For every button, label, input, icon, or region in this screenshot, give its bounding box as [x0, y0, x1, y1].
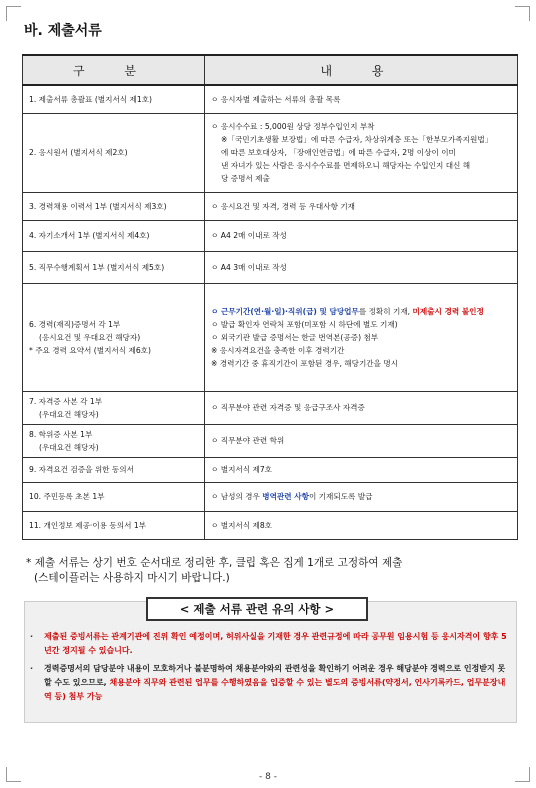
content-line: ※「국민기초생활 보장법」에 따른 수급자, 차상위계층 또는「한부모가족지원법」: [221, 135, 493, 144]
content-line: 당 증명서 제출: [221, 174, 270, 183]
footnote-line: * 제출 서류는 상기 번호 순서대로 정리한 후, 클립 혹은 집게 1개로 고정하여 제출: [26, 557, 403, 569]
page-number: - 8 -: [259, 772, 277, 782]
highlight-red: 미제출시 경력 불인정: [412, 306, 484, 316]
label-line: (응시요건 및 우대요건 해당자): [39, 332, 141, 342]
highlight-blue: ㅇ 근무기간(연·월·일)·직위(급) 및 담당업무: [211, 306, 359, 316]
row-label: 11. 개인정보 제공·이용 동의서 1부: [23, 511, 205, 539]
highlight-blue: 병역관련 사항: [262, 492, 309, 501]
content-line: ※ 응시자격요건을 충족한 이후 경력기간: [211, 345, 345, 355]
row-content: [205, 482, 518, 511]
content-text: ㅇ 남성의 경우: [211, 492, 263, 501]
content-line: ㅇ 응시수수료 : 5,000원 상당 정부수입인지 부착: [211, 122, 375, 131]
notice-list: [30, 630, 508, 708]
corner-mark-top-right: [515, 6, 530, 21]
table-row: [23, 457, 518, 482]
row-label: [23, 283, 205, 391]
header-content: 내 용: [205, 55, 518, 85]
row-content: ㅇ 직무분야 관련 학위: [205, 424, 518, 457]
label-line: * 주요 경력 요약서 (별지서식 제6호): [29, 345, 151, 355]
notice-item: [30, 630, 508, 658]
table-row: [23, 220, 518, 251]
row-label: 5. 직무수행계획서 1부 (별지서식 제5호): [23, 251, 205, 283]
row-content: [205, 283, 518, 391]
header-category: 구 분: [23, 55, 205, 85]
content-text: 이 기재되도록 발급: [308, 492, 373, 501]
bullet-icon: ·: [30, 632, 34, 641]
row-label: 2. 응시원서 (별지서식 제2호): [23, 113, 205, 192]
row-label: 4. 자기소개서 1부 (별지서식 제4호): [23, 220, 205, 251]
row-label: 1. 제출서류 총괄표 (별지서식 제1호): [23, 85, 205, 113]
table-row: [23, 424, 518, 457]
table-row: [23, 192, 518, 220]
table-row: [23, 251, 518, 283]
label-line: 7. 자격증 사본 각 1부: [29, 396, 103, 406]
row-content: ㅇ 응시요건 및 자격, 경력 등 우대사항 기재: [205, 192, 518, 220]
content-line: ㅇ 외국기관 발급 증명서는 한글 번역본(공증) 첨부: [211, 332, 379, 342]
row-content: ㅇ 직무분야 관련 자격증 및 응급구조사 자격증: [205, 391, 518, 424]
row-content: ㅇ A4 3매 이내로 작성: [205, 251, 518, 283]
submission-footnote: [26, 556, 506, 586]
content-line: ※ 경력기간 중 휴직기간이 포함된 경우, 해당기간을 명시: [211, 358, 399, 368]
content-line: 낸 자녀가 있는 사람은 응시수수료를 면제하오니 해당자는 수입인지 대신 해: [221, 161, 471, 170]
table-row: [23, 85, 518, 113]
notice-title: < 제출 서류 관련 유의 사항 >: [146, 597, 368, 621]
row-label: [23, 391, 205, 424]
notice-text: 경력증명서의 담당분야 내용이 모호하거나 불분명하여 채용분야와의 관련성을 확인하기 어려운 경우 해당분야 경력으로 인정받지 못할 수도 있으므로,: [44, 664, 506, 687]
row-content: ㅇ A4 2매 이내로 작성: [205, 220, 518, 251]
table-row: [23, 113, 518, 192]
notice-text: 제출된 증빙서류는 관계기관에 진위 확인 예정이며, 허위사실을 기재한 경우 관련규정에 따라 공무원 임용시험 등 응시자격이 향후 5년간 정지될 수 있습니다.: [44, 632, 507, 655]
table-row: [23, 511, 518, 539]
label-line: 8. 학위증 사본 1부: [29, 429, 93, 439]
table-row: [23, 482, 518, 511]
label-line: (우대요건 해당자): [39, 442, 99, 452]
content-line: 에 따른 보호대상자, 「장애인연금법」에 따른 수급자, 2명 이상이 이미: [221, 148, 456, 157]
content-text: 를 정확히 기재,: [358, 306, 413, 316]
documents-table: [22, 54, 518, 540]
row-label: [23, 424, 205, 457]
footnote-line: (스테이플러는 사용하지 마시기 바랍니다.): [34, 572, 230, 584]
section-title: 바. 제출서류: [24, 23, 102, 39]
label-line: 6. 경력(재직)증명서 각 1부: [29, 319, 121, 329]
table-row: [23, 391, 518, 424]
row-content: ㅇ 별지서식 제8호: [205, 511, 518, 539]
notice-text-highlight: 채용분야 직무와 관련된 업무를 수행하였음을 입증할 수 있는 별도의 증빙서류(약정서, 인사기록카드, 업무분장내역 등) 첨부 가능: [44, 678, 506, 701]
row-label: 3. 경력채용 이력서 1부 (별지서식 제3호): [23, 192, 205, 220]
bullet-icon: ·: [30, 664, 34, 673]
row-content: [205, 113, 518, 192]
row-content: ㅇ 응시자별 제출하는 서류의 총괄 목록: [205, 85, 518, 113]
row-label: 10. 주민등록 초본 1부: [23, 482, 205, 511]
content-line: [211, 305, 511, 318]
corner-mark-top-left: [6, 6, 21, 21]
row-content: ㅇ 별지서식 제7호: [205, 457, 518, 482]
table-header-row: [23, 55, 518, 85]
content-line: ㅇ 발급 확인자 연락처 포함(미포함 시 하단에 별도 기재): [211, 319, 398, 329]
table-row: [23, 283, 518, 391]
label-line: (우대요건 해당자): [39, 409, 99, 419]
notice-item: [30, 662, 508, 704]
row-label: 9. 자격요건 검증을 위한 동의서: [23, 457, 205, 482]
